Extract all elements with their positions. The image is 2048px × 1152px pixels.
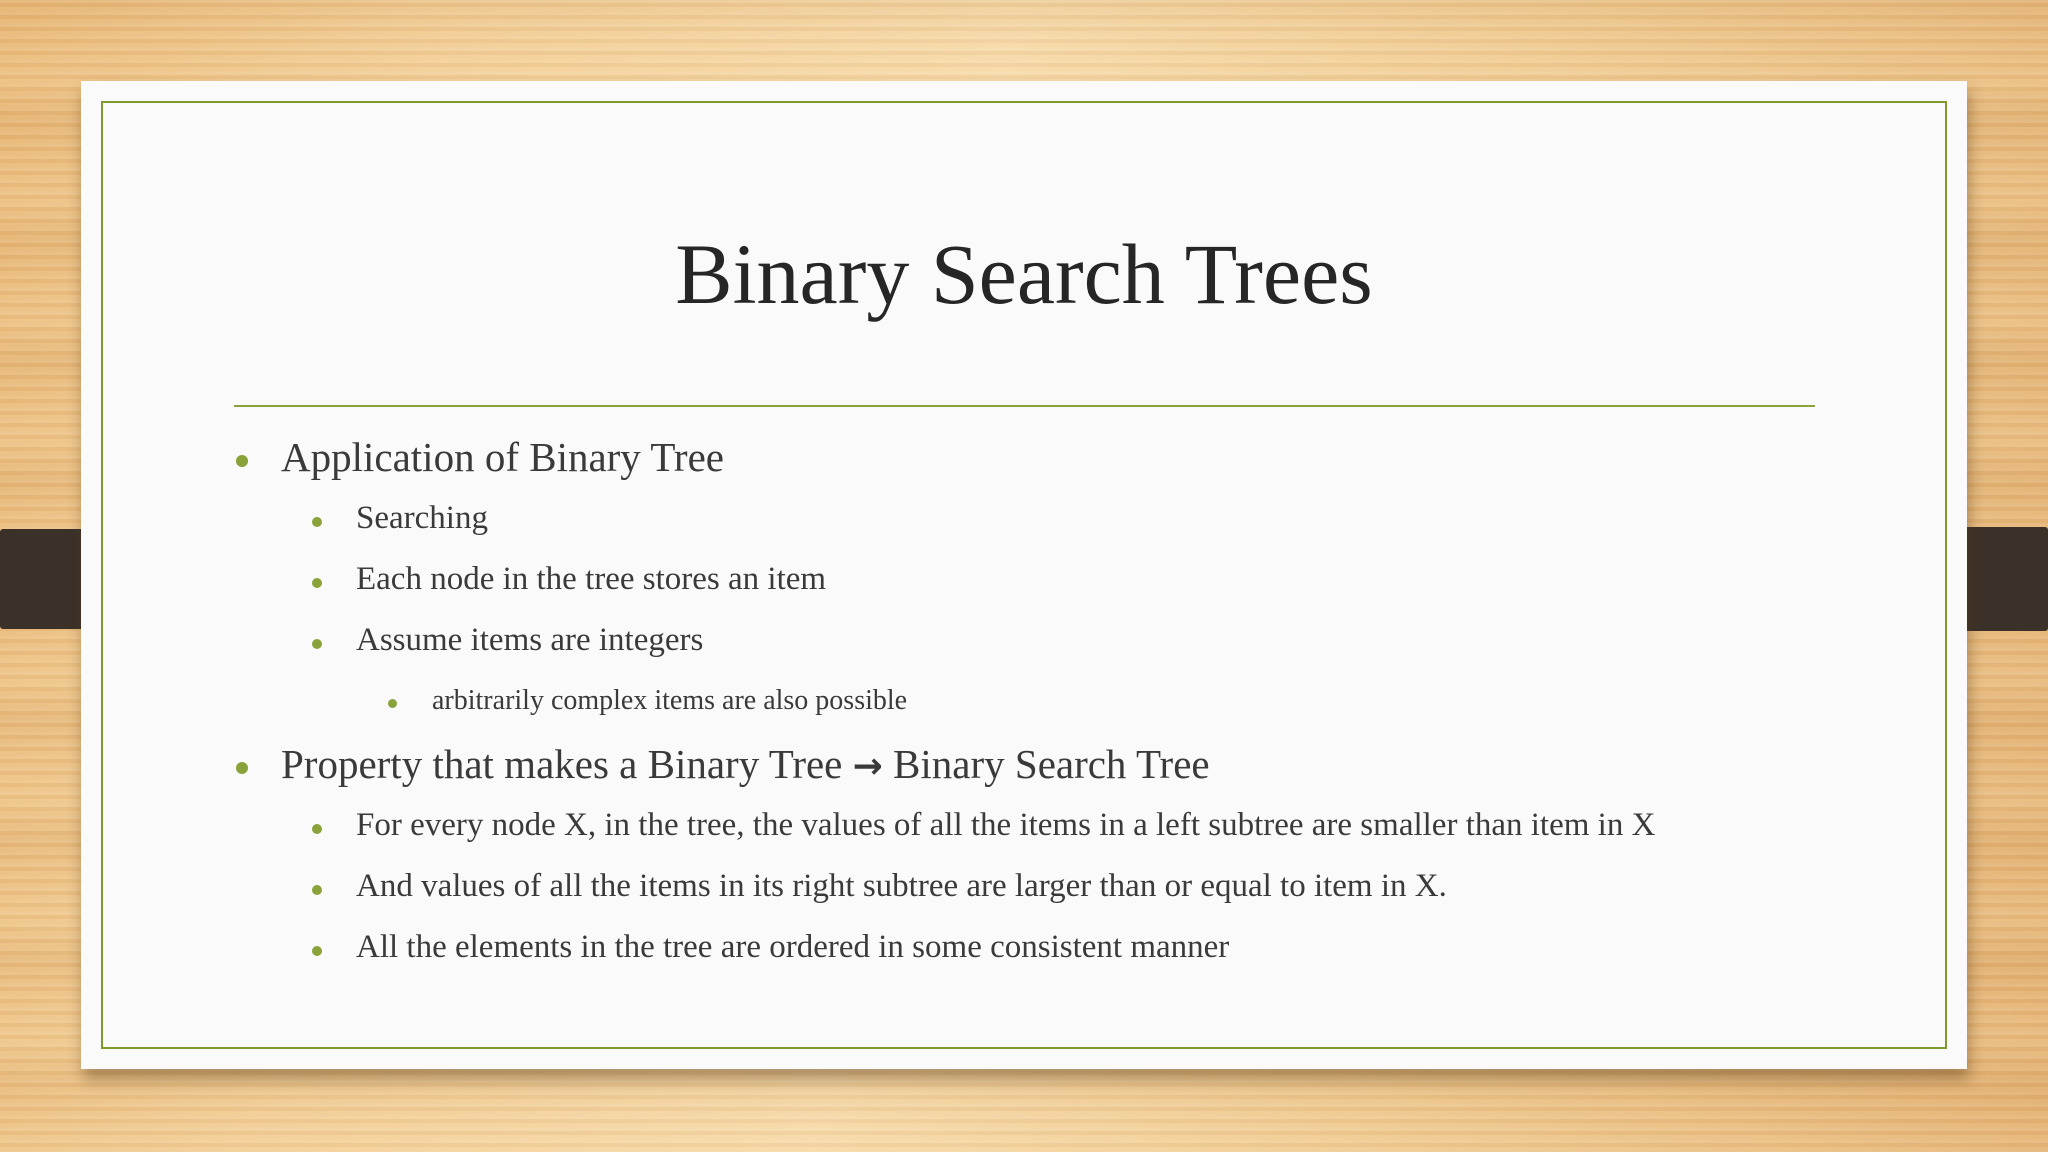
slide xyxy=(81,81,1967,1069)
bullet-text: Assume items are integers xyxy=(356,622,704,658)
bullet-item xyxy=(234,740,1210,788)
bullet-item xyxy=(310,868,1447,905)
bullet-dot-icon xyxy=(312,824,322,834)
bullet-item xyxy=(310,807,1655,844)
bullet-dot-icon xyxy=(388,699,397,708)
bullet-text: And values of all the items in its right subtree are larger than or equal to item in X. xyxy=(356,868,1447,904)
bullet-text: Searching xyxy=(356,500,488,536)
right-arrow-icon: → xyxy=(852,746,883,787)
bullet-dot-icon xyxy=(236,762,248,774)
slide-title: Binary Search Trees xyxy=(675,226,1373,322)
bullet-item xyxy=(386,685,907,717)
bullet-dot-icon xyxy=(236,455,248,467)
bullet-text: arbitrarily complex items are also possible xyxy=(432,685,908,716)
bullet-item xyxy=(310,500,488,537)
bullet-dot-icon xyxy=(312,885,322,895)
bullet-dot-icon xyxy=(312,517,322,527)
bullet-text-before: Property that makes a Binary Tree xyxy=(281,741,853,787)
bullet-text: Application of Binary Tree xyxy=(281,434,724,480)
bullet-item xyxy=(310,929,1229,966)
bullet-dot-icon xyxy=(312,639,322,649)
bullet-text: All the elements in the tree are ordered in some consistent manner xyxy=(356,929,1230,965)
bullet-text: For every node X, in the tree, the values of all the items in a left subtree are smaller than item in X xyxy=(356,807,1656,843)
bullet-item xyxy=(310,561,826,598)
bullet-item xyxy=(234,433,724,481)
bullet-item xyxy=(310,622,703,659)
title-divider xyxy=(234,405,1815,407)
bullet-text xyxy=(281,741,1210,787)
bullet-text: Each node in the tree stores an item xyxy=(356,561,827,597)
bullet-dot-icon xyxy=(312,578,322,588)
bullet-text-after: Binary Search Tree xyxy=(882,741,1210,787)
bullet-dot-icon xyxy=(312,946,322,956)
